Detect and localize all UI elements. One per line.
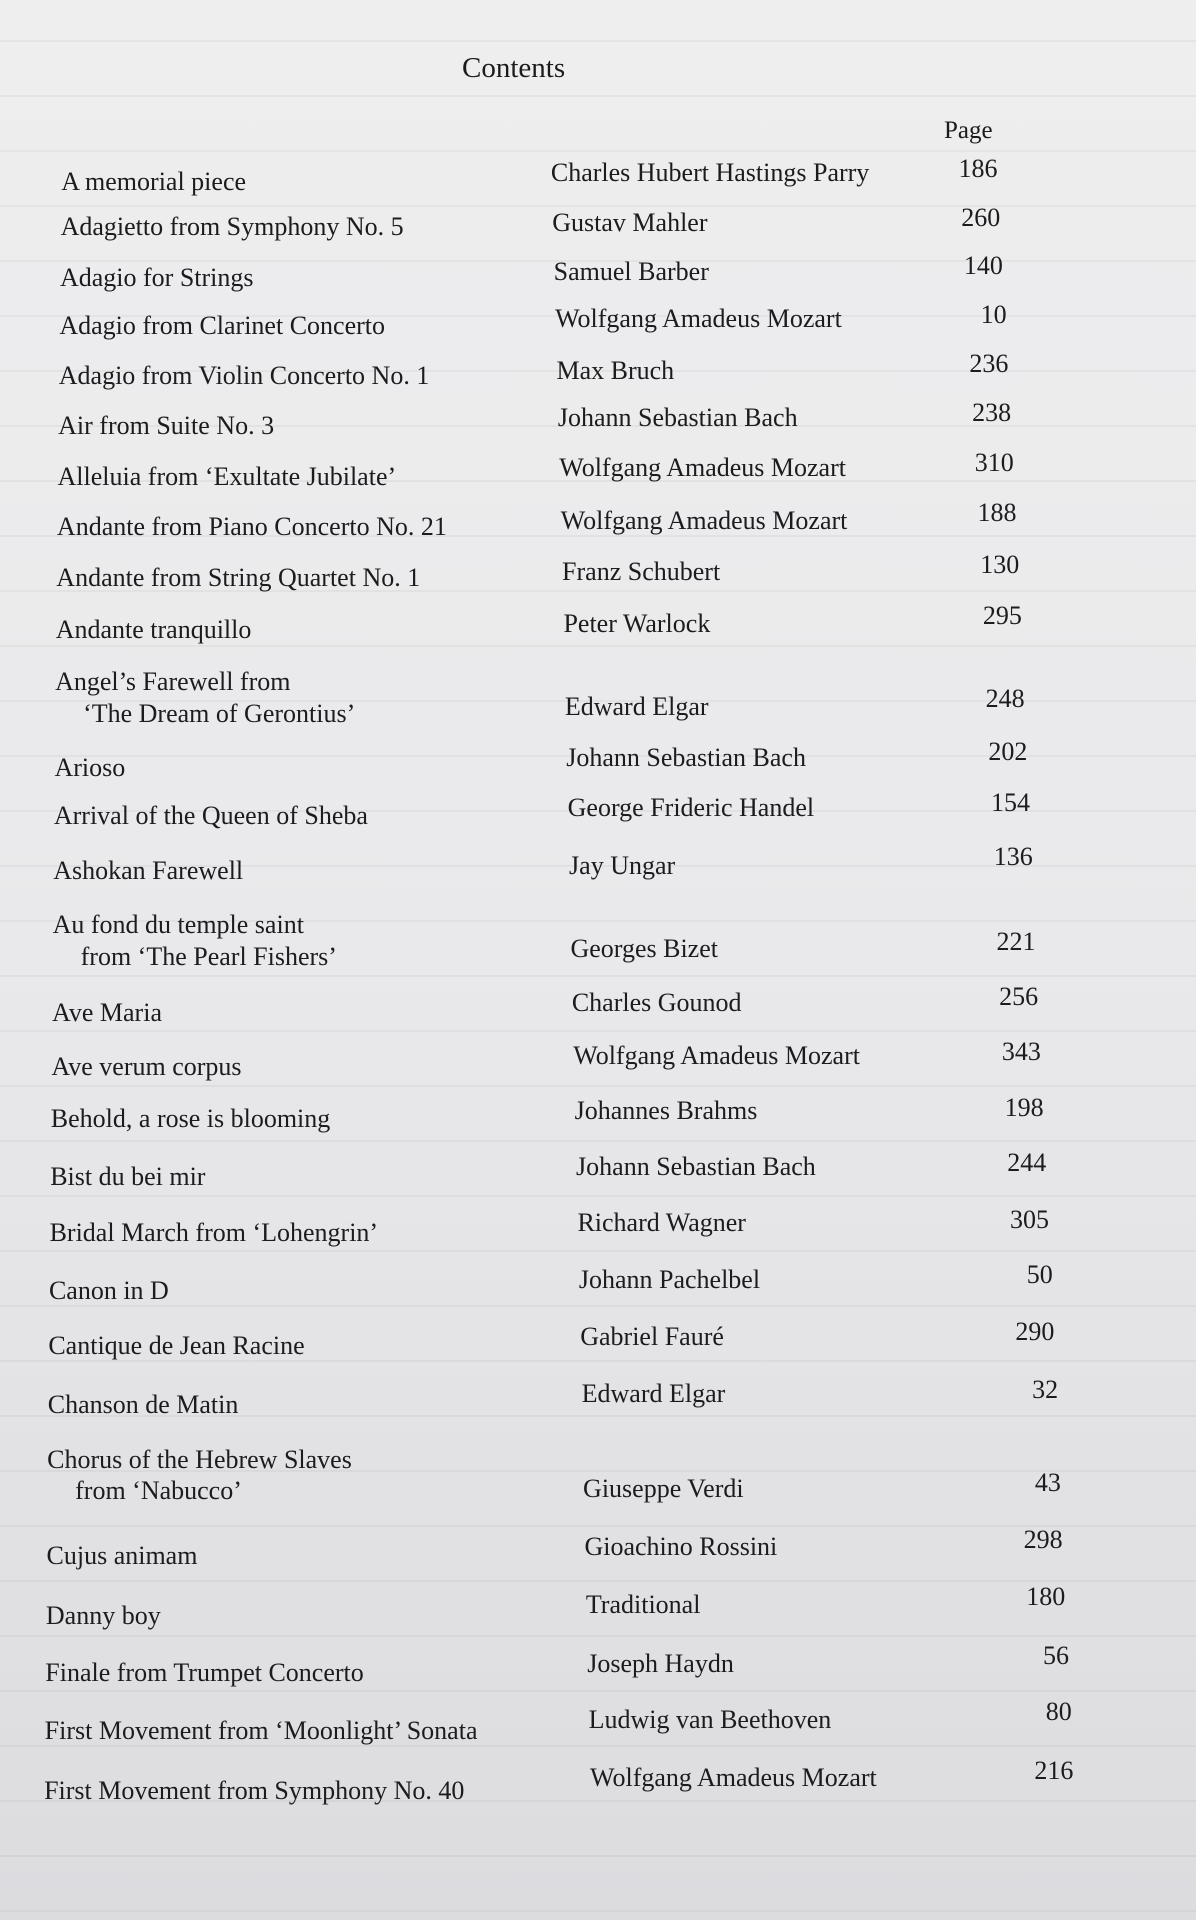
entry-title: A memorial piece (61, 166, 247, 196)
entry-composer: Johannes Brahms (574, 1095, 758, 1125)
entry-composer: Max Bruch (556, 356, 675, 386)
entry-title: Bist du bei mir (50, 1161, 206, 1191)
entry-title-continued: ‘The Dream of Gerontius’ (83, 699, 356, 729)
entry-title: Adagietto from Symphony No. 5 (60, 211, 404, 241)
entry-composer: Franz Schubert (562, 557, 721, 587)
entry-title: Canon in D (48, 1275, 169, 1305)
entry-page-number: 202 (988, 737, 1028, 767)
entry-composer: Johann Sebastian Bach (566, 743, 806, 773)
entry-composer: Giuseppe Verdi (583, 1474, 744, 1504)
entry-page-number: 198 (1004, 1093, 1044, 1123)
entry-title: Cujus animam (46, 1541, 198, 1571)
entry-title: Chanson de Matin (47, 1389, 239, 1419)
entry-composer: Gioachino Rossini (584, 1531, 778, 1561)
entry-title: Air from Suite No. 3 (58, 411, 275, 441)
entry-title: Cantique de Jean Racine (48, 1330, 305, 1360)
entry-title: Ashokan Farewell (53, 855, 244, 885)
entry-title: First Movement from Symphony No. 40 (44, 1776, 465, 1806)
entry-composer: Edward Elgar (581, 1378, 726, 1408)
entry-composer: Richard Wagner (577, 1208, 746, 1238)
entry-composer: Wolfgang Amadeus Mozart (559, 453, 846, 483)
entry-composer: Gabriel Fauré (580, 1322, 724, 1352)
entry-composer: Ludwig van Beethoven (588, 1705, 832, 1735)
entry-page-number: 32 (1032, 1374, 1059, 1404)
entry-title: Ave Maria (52, 997, 162, 1027)
entry-page-number: 310 (974, 448, 1014, 478)
entry-title: Andante from String Quartet No. 1 (56, 563, 421, 593)
entry-page-number: 10 (980, 300, 1007, 330)
entry-title: Arioso (54, 752, 126, 782)
entry-page-number: 180 (1026, 1581, 1066, 1611)
entry-composer: Joseph Haydn (587, 1649, 734, 1679)
entry-composer: Wolfgang Amadeus Mozart (590, 1762, 877, 1792)
entry-composer: George Frideric Handel (567, 793, 815, 823)
entry-page-number: 343 (1001, 1036, 1041, 1066)
entry-title: Chorus of the Hebrew Slaves (47, 1444, 352, 1474)
entry-page-number: 256 (999, 981, 1039, 1011)
entry-page-number: 50 (1026, 1259, 1053, 1289)
entry-composer: Charles Gounod (571, 988, 742, 1018)
entry-composer: Traditional (585, 1590, 701, 1620)
entry-title: Ave verum corpus (51, 1051, 242, 1081)
entry-composer: Wolfgang Amadeus Mozart (555, 303, 842, 333)
entry-page-number: 154 (991, 788, 1031, 818)
entry-title: Au fond du temple saint (52, 909, 304, 939)
entry-composer: Johann Pachelbel (578, 1264, 761, 1294)
entry-composer: Samuel Barber (553, 257, 709, 287)
entry-page-number: 130 (980, 549, 1020, 579)
entry-page-number: 140 (963, 251, 1003, 281)
entry-title: Angel’s Farewell from (55, 667, 291, 697)
entry-title: Andante tranquillo (55, 614, 252, 644)
entry-page-number: 248 (985, 684, 1025, 714)
entry-title: Alleluia from ‘Exultate Jubilate’ (57, 461, 397, 491)
entry-composer: Peter Warlock (563, 608, 711, 638)
entry-title: Danny boy (45, 1601, 161, 1631)
page-title: Contents (462, 52, 566, 84)
entry-page-number: 236 (969, 349, 1009, 379)
entry-page-number: 186 (958, 154, 998, 184)
entry-composer: Johann Sebastian Bach (576, 1152, 816, 1182)
entry-page-number: 298 (1023, 1525, 1063, 1555)
entry-page-number: 56 (1042, 1640, 1069, 1670)
entry-title: Behold, a rose is blooming (50, 1104, 331, 1134)
entry-title: Arrival of the Queen of Sheba (53, 800, 368, 830)
entry-page-number: 238 (972, 397, 1012, 427)
entry-composer: Jay Ungar (569, 850, 676, 880)
entry-composer: Edward Elgar (564, 691, 709, 721)
entry-composer: Gustav Mahler (552, 208, 708, 238)
entry-composer: Georges Bizet (570, 934, 718, 964)
entry-page-number: 290 (1015, 1317, 1055, 1347)
entry-page-number: 260 (961, 203, 1001, 233)
entry-title: Finale from Trumpet Concerto (45, 1657, 364, 1687)
entry-page-number: 244 (1007, 1148, 1047, 1178)
entry-page-number: 80 (1045, 1696, 1072, 1726)
page-column-header: Page (944, 117, 993, 144)
entry-composer: Wolfgang Amadeus Mozart (573, 1040, 860, 1070)
entry-title-continued: from ‘The Pearl Fishers’ (80, 941, 337, 971)
entry-page-number: 188 (977, 498, 1017, 528)
entry-title: Andante from Piano Concerto No. 21 (56, 511, 447, 541)
entry-page-number: 216 (1034, 1755, 1074, 1785)
entry-page-number: 305 (1010, 1204, 1050, 1234)
entry-title: Adagio from Violin Concerto No. 1 (58, 361, 430, 391)
entry-title-continued: from ‘Nabucco’ (75, 1476, 242, 1506)
entry-composer: Wolfgang Amadeus Mozart (560, 505, 848, 535)
entry-page-number: 43 (1034, 1467, 1061, 1497)
entry-composer: Charles Hubert Hastings Parry (550, 158, 870, 188)
entry-title: Adagio from Clarinet Concerto (59, 311, 385, 341)
entry-page-number: 221 (996, 926, 1036, 956)
entry-title: Adagio for Strings (59, 263, 254, 293)
entry-title: Bridal March from ‘Lohengrin’ (49, 1218, 379, 1248)
entry-title: First Movement from ‘Moonlight’ Sonata (44, 1716, 478, 1746)
entry-page-number: 295 (982, 601, 1022, 631)
entry-composer: Johann Sebastian Bach (557, 402, 798, 432)
entry-page-number: 136 (993, 842, 1033, 872)
